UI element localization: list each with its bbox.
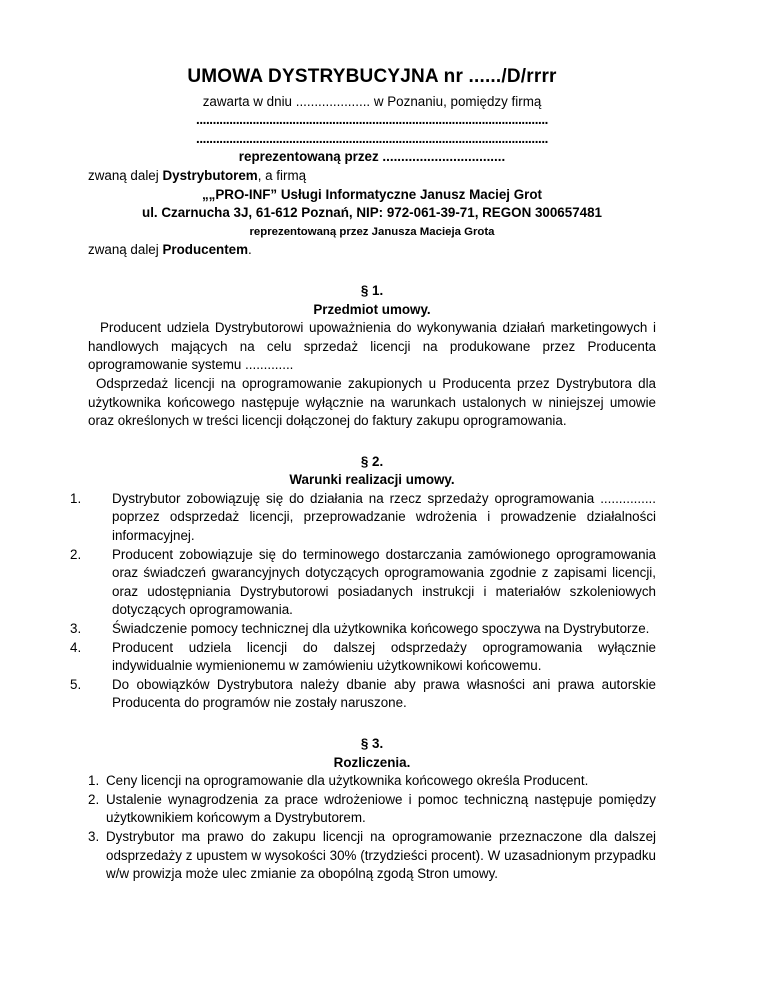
item-text: Ceny licencji na oprogramowanie dla użytkownika końcowego określa Producent. <box>106 773 589 789</box>
item-number: 2. <box>70 546 82 562</box>
section-1-symbol: § 1. <box>360 282 384 298</box>
item-number: 1. <box>88 773 100 789</box>
list-item <box>88 791 656 828</box>
list-item <box>70 639 656 676</box>
distributor-term: Dystrybutorem <box>162 167 258 183</box>
producer-representative: reprezentowaną przez Janusza Macieja Grota <box>249 225 495 238</box>
producer-called-suffix: . <box>248 242 252 258</box>
item-number: 3. <box>70 621 82 637</box>
item-text: Producent udziela licencji do dalszej odsprzedaży oprogramowania wyłącznie indywidualnie wymienionemu w zamówieniu użytkownikowi końcowemu. <box>112 639 656 674</box>
section-2-list <box>70 490 656 713</box>
section-2-symbol: § 2. <box>360 453 384 469</box>
intro-line: zawarta w dniu .................... w Poznaniu, pomiędzy firmą <box>202 93 542 109</box>
document-title: UMOWA DYSTRYBUCYJNA nr ....../D/rrrr <box>187 66 557 87</box>
section-1-heading: Przedmiot umowy. <box>313 301 431 317</box>
list-item <box>70 490 656 546</box>
distributor-representative: reprezentowaną przez ................................. <box>238 149 506 165</box>
item-number: 1. <box>70 490 82 506</box>
item-text: Świadczenie pomocy technicznej dla użytkownika końcowego spoczywa na Dystrybutorze. <box>112 621 650 637</box>
producer-term: Producentem <box>162 242 249 258</box>
section-3-list <box>88 772 656 884</box>
section-3-symbol: § 3. <box>360 736 384 751</box>
spacer <box>88 260 656 278</box>
spacer <box>88 713 656 735</box>
distributor-called-prefix: zwaną dalej <box>88 167 163 183</box>
item-text: Dystrybutor zobowiązuję się do działania na rzecz sprzedaży oprogramowania ............... poprzez odsprzedaż licencji, przeprowadzanie wdrożenia i prowadzenie działalności informacyjnej. <box>112 490 656 544</box>
item-text: Ustalenie wynagrodzenia za prace wdrożeniowe i pomoc techniczną następuje pomiędzy użytkownikiem końcowym a Dystrybutorem. <box>106 791 656 826</box>
distributor-called-suffix: , a firmą <box>257 167 307 183</box>
section-1-paragraph-1: Producent udziela Dystrybutorowi upoważnienia do wykonywania działań marketingowych i handlowych mających na celu sprzedaż licencji na produkowane przez Producenta oprogramowanie systemu ............. <box>88 320 656 373</box>
item-number: 2. <box>88 791 100 807</box>
section-3-heading: Rozliczenia. <box>333 754 411 770</box>
section-1 <box>88 282 656 431</box>
item-text: Producent zobowiązuje się do terminowego dostarczania zamówionego oprogramowania oraz świadczeń gwarancyjnych dotyczących oprogramowania zgodnie z zapisami licencji, oraz udostępniania Dystrybutorowi posiadanych instrukcji i materiałów szkoleniowych dotyczących oprogramowania. <box>112 546 656 618</box>
section-1-paragraph-2: Odsprzedaż licencji na oprogramowanie zakupionych u Producenta przez Dystrybutora dla użytkownika końcowego następuje wyłącznie na warunkach ustalonych w niniejszej umowie oraz określonych w treści licencji dołączonej do faktury zakupu oprogramowania. <box>88 375 656 429</box>
section-2 <box>70 453 656 713</box>
item-number: 4. <box>70 639 82 655</box>
spacer <box>88 431 656 453</box>
item-text: Do obowiązków Dystrybutora należy dbanie aby prawa własności ani prawa autorskie Producenta do programów nie zostały naruszone. <box>112 676 656 711</box>
party-name-blank-1: .......................................................................................................... <box>196 112 548 128</box>
producer-called-prefix: zwaną dalej <box>88 242 163 258</box>
list-item <box>88 772 656 791</box>
producer-called <box>88 241 656 260</box>
section-3 <box>88 735 656 884</box>
producer-company-name: „„PRO-INF” Usługi Informatyczne Janusz Maciej Grot <box>201 186 543 202</box>
list-item <box>88 828 656 884</box>
party-name-blank-2: .......................................................................................................... <box>196 130 548 146</box>
section-2-heading: Warunki realizacji umowy. <box>289 472 455 488</box>
list-item <box>70 676 656 713</box>
producer-company-address: ul. Czarnucha 3J, 61-612 Poznań, NIP: 972-061-39-71, REGON 300657481 <box>142 205 602 221</box>
item-number: 3. <box>88 828 100 844</box>
item-text: Dystrybutor ma prawo do zakupu licencji na oprogramowanie przeznaczone dla dalszej odsprzedaży z upustem w wysokości 30% (trzydzieści procent). W uzasadnionym przypadku w/w prowizja może ulec zmianie za obopólną zgodą Stron umowy. <box>106 828 656 882</box>
item-number: 5. <box>70 676 82 692</box>
distributor-called <box>88 167 656 186</box>
list-item <box>70 546 656 620</box>
list-item <box>70 620 656 639</box>
